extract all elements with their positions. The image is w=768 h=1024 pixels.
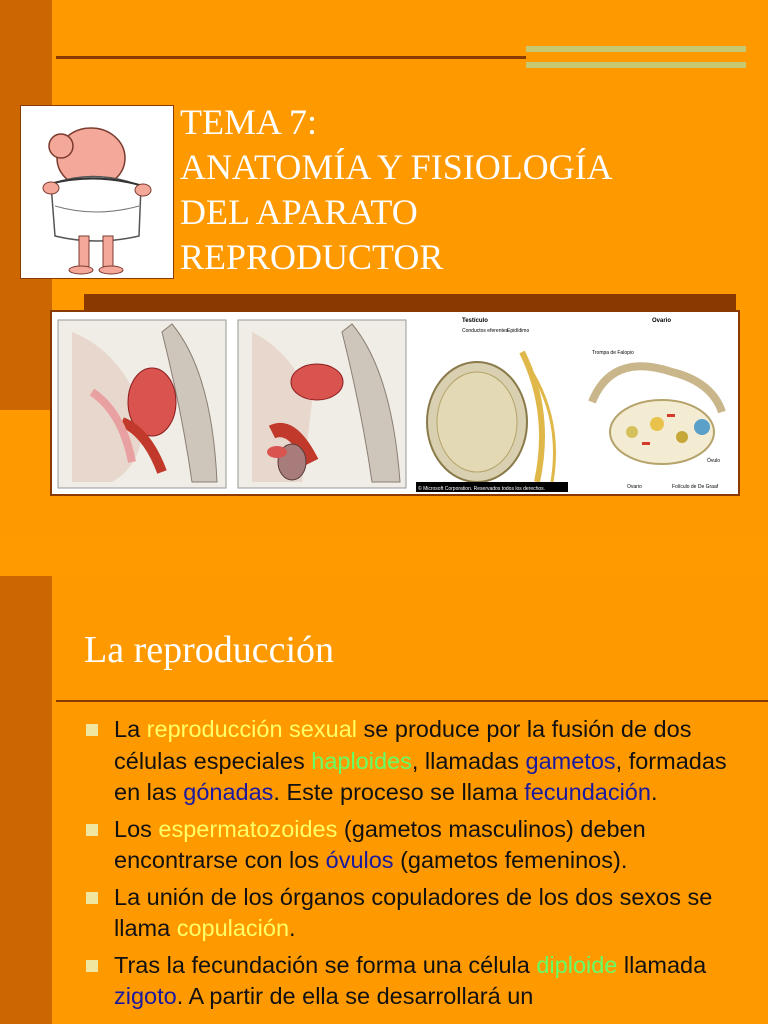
slide-sidebar [0,576,52,1024]
bullet-item [86,814,736,877]
highlighted-term: gametos [525,747,616,774]
bullet-item [86,950,736,1013]
anatomy-image-strip [50,310,740,496]
bullet-text: . Este proceso se llama [273,779,525,805]
trompa-label: Trompa de Falopio [592,350,634,356]
highlighted-term: haploides [311,747,412,774]
bullet-text: , formadas en las [114,747,727,805]
highlighted-term: espermatozoides [158,815,338,842]
bullet-text: se produce por la fusión de dos células especiales [114,716,692,774]
highlighted-term: óvulos [325,847,394,873]
highlighted-term: diploide [536,951,618,978]
female-anatomy-illustration [58,320,226,488]
cartoon-man-illustration [20,105,174,279]
heading-divider [56,700,768,702]
highlighted-term: zigoto [114,983,177,1009]
bullet-marker-icon [86,960,98,972]
epididimo-label: Epidídimo [507,328,530,334]
bullet-marker-icon [86,824,98,836]
title-line: DEL APARATO [180,192,418,232]
highlighted-term: fecundación [524,779,651,805]
bullet-text: llamada [617,951,707,978]
bullet-text: Tras la fecundación se forma una célula [114,951,537,978]
ovario-small-label: Ovario [627,484,642,490]
bullet-text: La [114,716,147,742]
bullet-marker-icon [86,892,98,904]
highlighted-term: reproducción sexual [146,716,357,742]
bullet-item [86,714,736,809]
bullet-text: (gametos masculinos) deben encontrarse con los [114,815,646,873]
bullet-text: , llamadas [411,747,526,774]
top-accent-line [526,46,746,52]
bullet-marker-icon [86,724,98,736]
bullet-text: . [650,779,658,805]
top-divider [56,56,526,59]
conductos-label: Conductos eferentes [462,328,509,334]
bullet-list [86,714,736,1018]
bullet-text: (gametos femeninos). [393,847,628,873]
bullet-text: La unión de los órganos copuladores de los dos sexos se llama [114,883,713,941]
highlighted-term: copulación [176,915,290,941]
ovulo-label: Óvulo [707,458,721,464]
slide-gap [0,536,768,576]
highlighted-term: gónadas [183,779,274,805]
bullet-text: . [289,915,296,941]
foliculo-label: Folículo de De Graaf [672,484,719,490]
bullet-text: . A partir de ella se desarrollará un [176,983,534,1009]
slide-title [180,100,740,280]
testiculo-caption: Testículo [462,318,488,324]
top-accent-line [526,62,746,68]
slide-heading: La reproducción [84,629,335,671]
male-anatomy-illustration [238,320,406,488]
bullet-item [86,882,736,945]
title-line: ANATOMÍA Y FISIOLOGÍA [180,147,613,187]
gonads-diagram [416,314,736,492]
bullet-text: Los [114,815,159,842]
title-line: REPRODUCTOR [180,237,444,277]
copyright-text: © Microsoft Corporation. Reservados todos los derechos. [418,486,546,492]
ovario-caption: Ovario [652,318,672,324]
title-line: TEMA 7: [180,102,318,142]
